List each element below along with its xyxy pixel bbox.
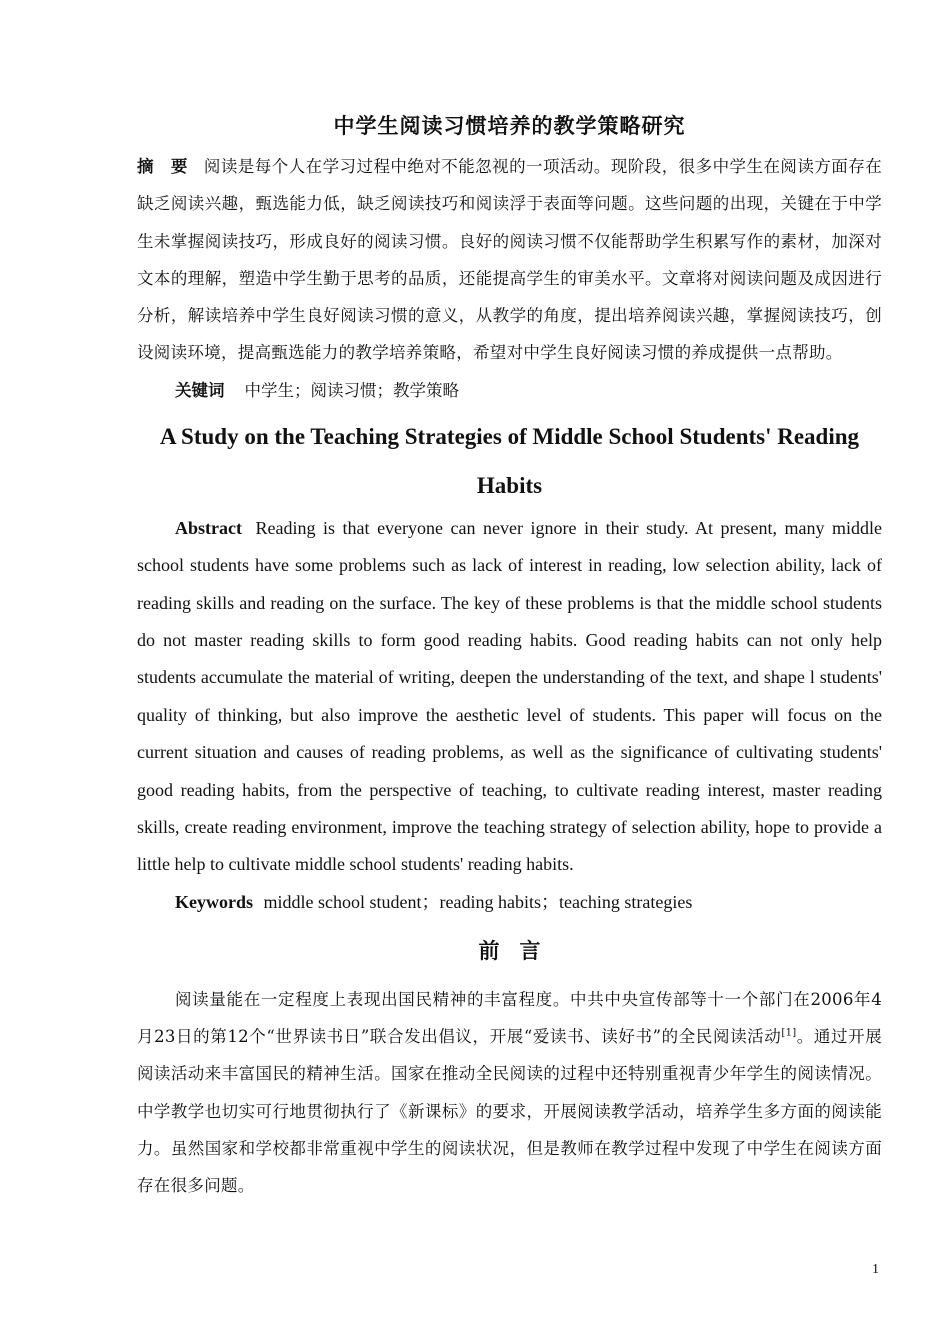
preface-paragraph (137, 981, 882, 1205)
preface-text-part2: 。通过开展阅读活动来丰富国民的精神生活。国家在推动全民阅读的过程中还特别重视青少年学生的阅读情况。中学教学也切实可行地贯彻执行了《新课标》的要求，开展阅读教学活动，培养学生多方面的阅读能力。虽然国家和学校都非常重视中学生的阅读状况，但是教师在教学过程中发现了中学生在阅读方面存在很多问题。 (137, 1027, 882, 1196)
preface-text-part1: 阅读量能在一定程度上表现出国民精神的丰富程度。中共中央宣传部等十一个部门在2006年4月23日的第12个“世界读书日”联合发出倡议，开展“爱读书、读好书”的全民阅读活动 (137, 989, 882, 1047)
chinese-keywords-text: 中学生；阅读习惯；教学策略 (244, 380, 459, 400)
english-abstract (137, 510, 882, 884)
page-number: 1 (872, 1262, 879, 1277)
chinese-abstract-label: 摘 要 (137, 157, 188, 176)
english-abstract-label: Abstract (175, 517, 242, 538)
citation-ref: [1] (781, 1027, 797, 1039)
chinese-keywords-label: 关键词 (175, 380, 225, 400)
chinese-keywords (175, 372, 882, 409)
chinese-abstract-text: 阅读是每个人在学习过程中绝对不能忽视的一项活动。现阶段，很多中学生在阅读方面存在缺乏阅读兴趣，甄选能力低，缺乏阅读技巧和阅读浮于表面等问题。这些问题的出现，关键在于中学生未掌握阅读技巧，形成良好的阅读习惯。良好的阅读习惯不仅能帮助学生积累写作的素材，加深对文本的理解，塑造中学生勤于思考的品质，还能提高学生的审美水平。文章将对阅读问题及成因进行分析，解读培养中学生良好阅读习惯的意义，从教学的角度，提出培养阅读兴趣，掌握阅读技巧，创设阅读环境，提高甄选能力的教学培养策略，希望对中学生良好阅读习惯的养成提供一点帮助。 (137, 157, 882, 363)
preface-heading: 前言 (478, 938, 561, 963)
english-keywords-text: middle school student；reading habits；teaching strategies (263, 891, 693, 912)
chinese-title: 中学生阅读习惯培养的教学策略研究 (333, 114, 686, 138)
chinese-abstract (137, 148, 882, 372)
english-keywords (175, 884, 882, 921)
english-abstract-text: Reading is that everyone can never ignore in their study. At present, many middle school students have some problems such as lack of interest in reading, low selection ability, lack of reading skills and reading on the surface. The key of these problems is that the middle school students do not master reading skills to form good reading habits. Good reading habits can not only help students accumulate the material of writing, deepen the understanding of the text, and shape l students' quality of thinking, but also improve the aesthetic level of students. This paper will focus on the current situation and causes of reading problems, as well as the significance of cultivating students' good reading habits, from the perspective of teaching, to cultivate reading interest, master reading skills, create reading environment, improve the teaching strategy of selection ability, hope to provide a little help to cultivate middle school students' reading habits. (137, 517, 883, 875)
english-keywords-label: Keywords (175, 891, 253, 912)
document-page (137, 104, 882, 1205)
english-title: A Study on the Teaching Strategies of Middle School Students' Reading Habits (159, 423, 860, 498)
